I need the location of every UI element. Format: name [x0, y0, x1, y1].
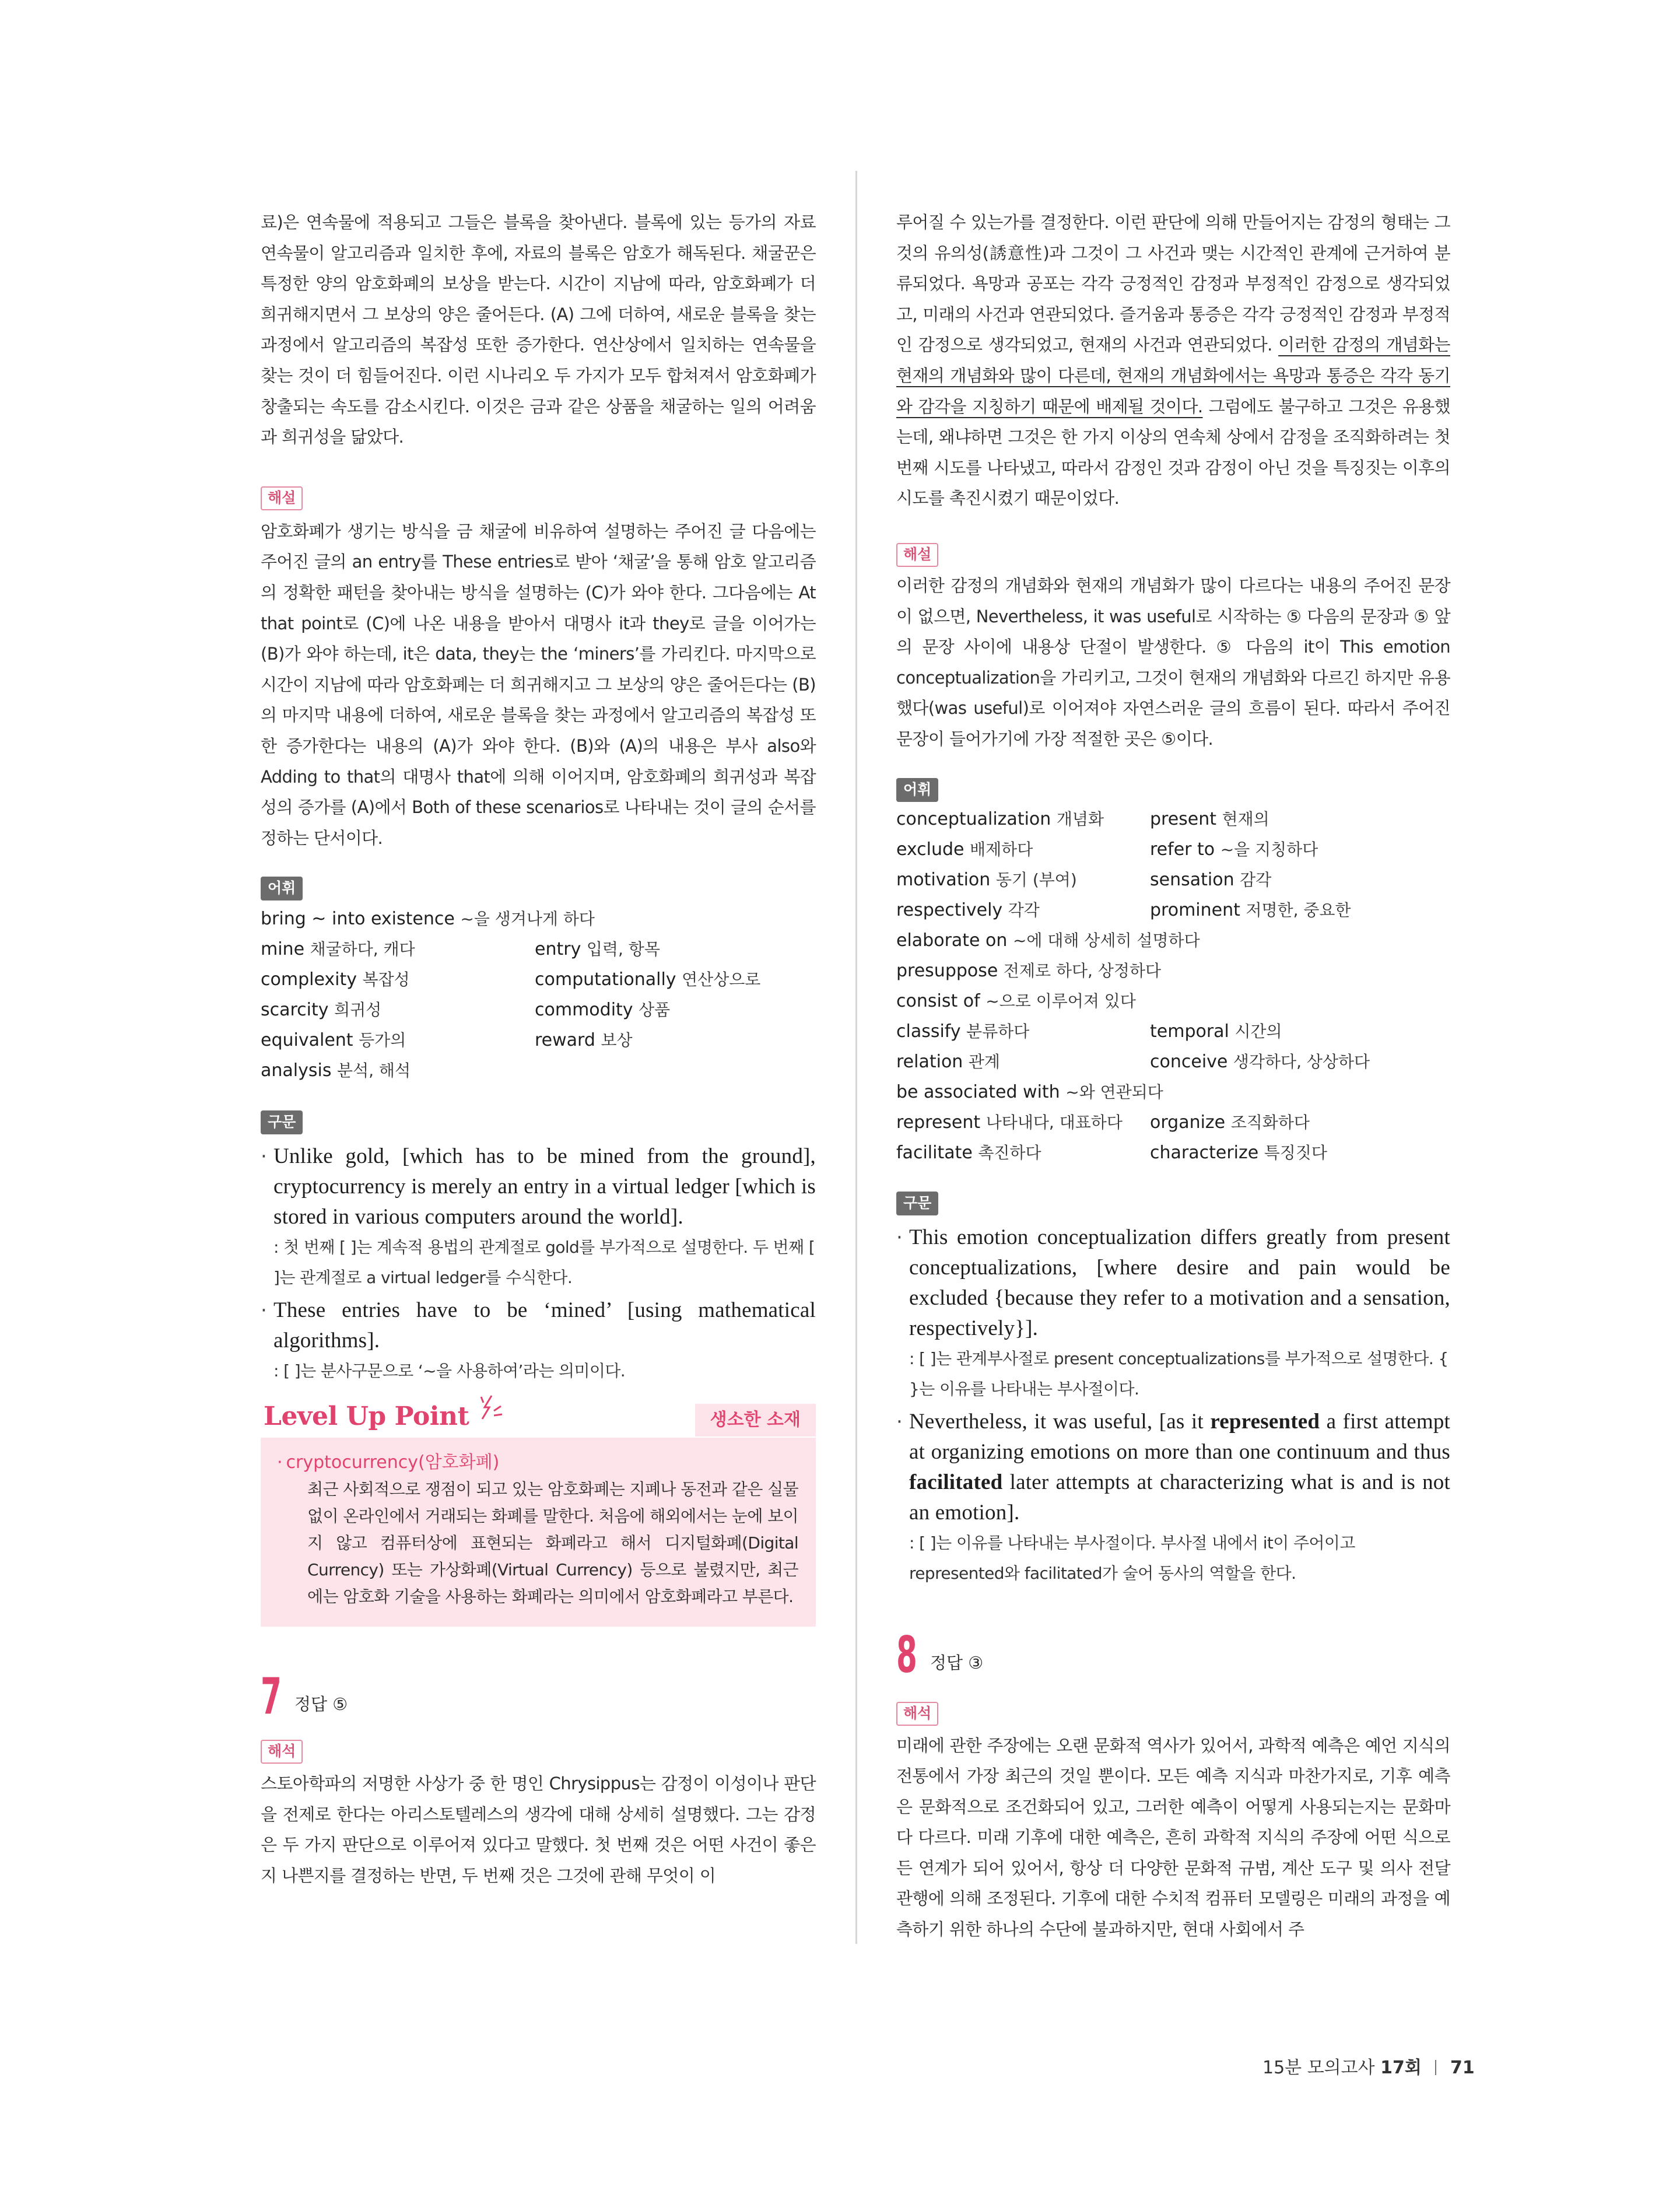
syntax-section	[896, 1192, 1450, 1589]
syntax-badge: 구문	[261, 1110, 303, 1134]
level-up-box	[261, 1438, 816, 1627]
vocab-row	[896, 865, 1450, 895]
vocab-row	[896, 1017, 1450, 1047]
vocab-row	[896, 1077, 1450, 1108]
vocab-item: entry 입력, 항목	[535, 939, 660, 960]
vocab-item: motivation 동기 (부여)	[896, 869, 1077, 890]
series-title: 15분 모의고사	[1262, 2058, 1375, 2078]
translation-text: 미래에 관한 주장에는 오랜 문화적 역사가 있어서, 과학적 예측은 예언 지식의 전통에서 가장 최근의 것일 뿐이다. 모든 예측 지식과 마찬가지로, 기후 예측은 문화적으로 조건화되어 있고, 그러한 예측이 어떻게 사용되는지는 문화마다 다르다. 미래 기후에 대한 예측은, 흔히 과학적 지식의 주장에 어떤 식으로든 연계가 되어 있어서, 항상 더 다양한 문화적 규범, 계산 도구 및 의사 전달 관행에 의해 조정된다. 기후에 대한 수치적 컴퓨터 모델링은 미래의 과정을 예측하기 위한 하나의 수단에 불과하지만, 현대 사회에서 주	[896, 1735, 1450, 1940]
vocab-item: commodity 상품	[535, 1000, 671, 1021]
vocab-item: consist of ~으로 이루어져 있다	[896, 990, 1136, 1011]
vocab-item: conceive 생각하다, 상상하다	[1150, 1051, 1370, 1072]
vocab-list	[896, 804, 1450, 1168]
explain-text: 암호화폐가 생기는 방식을 금 채굴에 비유하여 설명하는 주어진 글 다음에는 주어진 글의 an entry를 These entries로 받아 ‘채굴’을 통해 암호 알고리즘의 정확한 패턴을 찾아내는 방식을 설명하는 (C)가 와야 한다. 그다음에는 At that point로 (C)에 나온 내용을 받아서 대명사 it과 they로 글을 이어가는 (B)가 와야 하는데, it은 data, they는 the ‘miners’를 가리킨다. 마지막으로 시간이 지남에 따라 암호화폐는 더 희귀해지고 그 보상의 양은 줄어든다는 (B)의 마지막 내용에 더하여, 새로운 블록을 찾는 과정에서 알고리즘의 복잡성 또한 증가한다는 내용의 (A)가 와야 한다. (B)와 (A)의 내용은 부사 also와 Adding to that의 대명사 that에 의해 이어지며, 암호화폐의 희귀성과 복잡성의 증가를 (A)에서 Both of these scenarios로 나타내는 것이 글의 순서를 정하는 단서이다.	[261, 521, 816, 848]
syntax-note: : 첫 번째 [ ]는 계속적 용법의 관계절로 gold를 부가적으로 설명한다. 두 번째 [ ]는 관계절로 a virtual ledger를 수식한다.	[273, 1238, 815, 1288]
vocab-item: mine 채굴하다, 캐다	[261, 939, 415, 960]
vocab-item: analysis 분석, 해석	[261, 1060, 411, 1081]
page-footer	[1262, 2053, 1475, 2079]
vocab-section	[896, 778, 1450, 1168]
syntax-note: : [ ]는 관계부사절로 present conceptualizations를 부가적으로 설명한다. { }는 이유를 나타내는 부사절이다.	[909, 1348, 1448, 1399]
vocab-item: be associated with ~와 연관되다	[896, 1081, 1163, 1102]
syntax-item	[261, 1295, 816, 1386]
syntax-item	[261, 1141, 816, 1293]
syntax-list	[896, 1222, 1450, 1589]
answer-header	[261, 1667, 816, 1726]
translation-badge: 해석	[261, 1740, 303, 1764]
translation-badge: 해석	[896, 1702, 938, 1726]
question-7	[261, 1667, 816, 1891]
explain-section	[261, 486, 816, 854]
vocab-item: present 현재의	[1150, 808, 1269, 829]
vocab-item: refer to ~을 지칭하다	[1150, 839, 1318, 860]
vocab-item: presuppose 전제로 하다, 상정하다	[896, 960, 1162, 981]
vocab-item: bring ~ into existence ~을 생겨나게 하다	[261, 909, 595, 930]
round-number: 17회	[1380, 2058, 1422, 2078]
syntax-badge: 구문	[896, 1192, 938, 1215]
question-8	[896, 1625, 1450, 1945]
vocab-row	[896, 1047, 1450, 1077]
vocab-item: exclude 배제하다	[896, 839, 1033, 860]
vocab-row	[261, 1056, 816, 1086]
explain-badge: 해설	[261, 486, 303, 510]
syntax-sentence: · Nevertheless, it was useful, [as it represented a first attempt at organizing emotions on more than one continuum and thus facilitated later attempts at characterizing what is and is not an emotion].	[909, 1409, 1451, 1525]
vocab-section	[261, 877, 816, 1086]
vocab-item: organize 조직화하다	[1150, 1112, 1310, 1133]
vocab-item: complexity 복잡성	[261, 969, 410, 990]
level-up-header	[261, 1397, 816, 1438]
level-up-point	[261, 1397, 816, 1627]
question-number: 8	[896, 1625, 917, 1684]
syntax-item	[896, 1222, 1450, 1404]
level-up-body: 최근 사회적으로 쟁점이 되고 있는 암호화폐는 지폐나 동전과 같은 실물 없이 온라인에서 거래되는 화폐를 말한다. 처음에 해외에서는 눈에 보이지 않고 컴퓨터상에 표현되는 화폐라고 해서 디지털화폐(Digital Currency) 또는 가상화폐(Virtual Currency) 등으로 불렸지만, 최근에는 암호화 기술을 사용하는 화폐라는 의미에서 암호화폐라고 부른다.	[307, 1480, 798, 1607]
vocab-list	[261, 904, 816, 1086]
passage-translation: 루어질 수 있는가를 결정한다. 이런 판단에 의해 만들어지는 감정의 형태는 그것의 유의성(誘意性)과 그것이 그 사건과 맺는 시간적인 관계에 근거하여 분류되었다. 욕망과 공포는 각각 긍정적인 감정과 부정적인 감정으로 생각되었고, 미래의 사건과 연관되었다. 즐거움과 통증은 각각 긍정적인 감정과 부정적인 감정으로 생각되었고, 현재의 사건과 연관되었다. 이러한 감정의 개념화는 현재의 개념화와 많이 다른데, 현재의 개념화에서는 욕망과 통증은 각각 동기와 감각을 지칭하기 때문에 배제될 것이다. 그럼에도 불구하고 그것은 유용했는데, 왜냐하면 그것은 한 가지 이상의 연속체 상에서 감정을 조직화하려는 첫 번째 시도를 나타냈고, 따라서 감정인 것과 감정이 아닌 것을 특징짓는 이후의 시도를 촉진시켰기 때문이었다.	[896, 212, 1450, 509]
vocab-badge: 어휘	[261, 877, 303, 900]
question-number: 7	[261, 1667, 282, 1726]
vocab-item: relation 관계	[896, 1051, 1000, 1072]
syntax-note: : [ ]는 분사구문으로 ‘~을 사용하여’라는 의미이다.	[273, 1361, 626, 1381]
vocab-row	[896, 804, 1450, 835]
left-column	[261, 207, 816, 1891]
vocab-item: reward 보상	[535, 1030, 633, 1051]
vocab-row	[261, 965, 816, 995]
vocab-item: sensation 감각	[1150, 869, 1272, 890]
vocab-row	[261, 995, 816, 1025]
vocab-item: elaborate on ~에 대해 상세히 설명하다	[896, 930, 1200, 951]
page-number: 71	[1450, 2058, 1475, 2078]
column-divider	[855, 171, 857, 1944]
vocab-item: prominent 저명한, 중요한	[1150, 899, 1351, 920]
vocab-item: respectively 각각	[896, 899, 1040, 920]
vocab-item: classify 분류하다	[896, 1021, 1030, 1042]
underlined-sentence: 이러한 감정의 개념화는 현재의 개념화와 많이 다른데, 현재의 개념화에서는 욕망과 통증은 각각 동기와 감각을 지칭하기 때문에 배제될 것이다.	[896, 335, 1450, 416]
vocab-item: represent 나타내다, 대표하다	[896, 1112, 1123, 1133]
syntax-sentence: · This emotion conceptualization differs greatly from present conceptualizations, [where desire and pain would be excluded {because they refer to a motivation and a sensation, respectively}].	[909, 1225, 1450, 1340]
syntax-section	[261, 1110, 816, 1386]
vocab-row	[896, 956, 1450, 986]
answer-label: 정답 ⑤	[294, 1694, 348, 1715]
vocab-item: computationally 연산상으로	[535, 969, 761, 990]
footer-separator	[1435, 2060, 1436, 2075]
answer-header	[896, 1625, 1450, 1684]
level-up-subtitle: · cryptocurrency(암호화폐)	[277, 1452, 500, 1473]
vocab-row	[896, 1108, 1450, 1138]
translation-text: 스토아학파의 저명한 사상가 중 한 명인 Chrysippus는 감정이 이성이나 판단을 전제로 한다는 아리스토텔레스의 생각에 대해 상세히 설명했다. 그는 감정은 두 가지 판단으로 이루어져 있다고 말했다. 첫 번째 것은 어떤 사건이 좋은지 나쁜지를 결정하는 반면, 두 번째 것은 그것에 관해 무엇이 이	[261, 1774, 816, 1886]
vocab-row	[896, 926, 1450, 956]
vocab-item: conceptualization 개념화	[896, 808, 1104, 829]
vocab-row	[896, 895, 1450, 926]
vocab-row	[896, 835, 1450, 865]
syntax-item	[896, 1407, 1450, 1589]
level-up-tag: 생소한 소재	[695, 1404, 816, 1436]
syntax-sentence: · These entries have to be ‘mined’ [using mathematical algorithms].	[273, 1298, 816, 1353]
vocab-item: characterize 특징짓다	[1150, 1142, 1327, 1163]
syntax-note: : [ ]는 이유를 나타내는 부사절이다. 부사절 내에서 it이 주어이고 represented와 facilitated가 술어 동사의 역할을 한다.	[909, 1533, 1355, 1583]
right-column	[896, 207, 1450, 1945]
vocab-item: scarcity 희귀성	[261, 1000, 382, 1021]
vocab-row	[261, 1025, 816, 1056]
syntax-list	[261, 1141, 816, 1386]
vocab-item: temporal 시간의	[1150, 1021, 1282, 1042]
syntax-sentence: · Unlike gold, [which has to be mined from the ground], cryptocurrency is merely an entry in a virtual ledger [which is stored in various computers around the world].	[273, 1144, 816, 1229]
vocab-row	[896, 1138, 1450, 1168]
passage-translation: 료)은 연속물에 적용되고 그들은 블록을 찾아낸다. 블록에 있는 등가의 자료 연속물이 알고리즘과 일치한 후에, 자료의 블록은 암호가 해독된다. 채굴꾼은 특정한 양의 암호화폐의 보상을 받는다. 시간이 지남에 따라, 암호화폐가 더 희귀해지면서 그 보상의 양은 줄어든다. (A) 그에 더하여, 새로운 블록을 찾는 과정에서 알고리즘의 복잡성 또한 증가한다. 연산상에서 일치하는 연속물을 찾는 것이 더 힘들어진다. 이런 시나리오 두 가지가 모두 합쳐져서 암호화폐가 창출되는 속도를 감소시킨다. 이것은 금과 같은 상품을 채굴하는 일의 어려움과 희귀성을 닮았다.	[261, 212, 816, 447]
answer-label: 정답 ③	[930, 1652, 984, 1673]
vocab-row	[896, 986, 1450, 1017]
vocab-item: facilitate 촉진하다	[896, 1142, 1041, 1163]
level-up-title: Level Up Point	[264, 1401, 469, 1432]
vocab-item: equivalent 등가의	[261, 1030, 406, 1051]
explain-badge: 해설	[896, 543, 938, 567]
explain-text: 이러한 감정의 개념화와 현재의 개념화가 많이 다르다는 내용의 주어진 문장이 없으면, Nevertheless, it was useful로 시작하는 ⑤ 다음의 문장과 ⑤ 앞의 문장 사이에 내용상 단절이 발생한다. ⑤ 다음의 it이 This emotion conceptualization을 가리키고, 그것이 현재의 개념화와 다르긴 하지만 유용했다(was useful)로 이어져야 자연스러운 글의 흐름이 된다. 따라서 주어진 문장이 들어가기에 가장 적절한 곳은 ⑤이다.	[896, 575, 1450, 749]
vocab-badge: 어휘	[896, 778, 938, 802]
sparkle-icon	[476, 1393, 503, 1426]
vocab-row	[261, 934, 816, 965]
explain-section	[896, 543, 1450, 755]
